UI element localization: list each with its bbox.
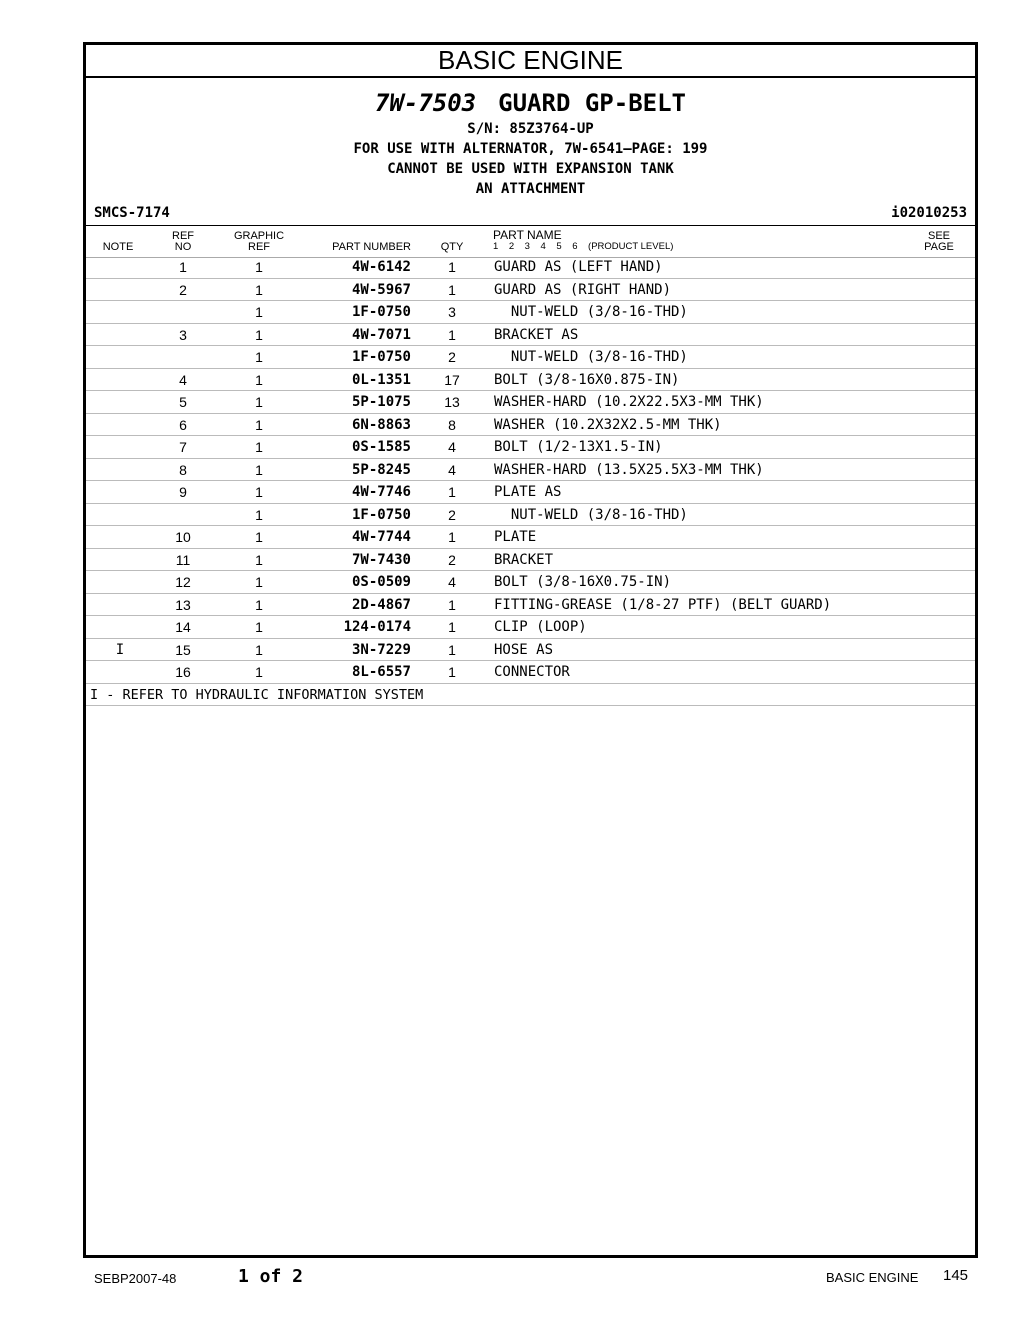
smcs-code: SMCS-7174	[94, 205, 170, 221]
table-row	[86, 481, 975, 504]
row-part-name: WASHER-HARD (10.2X22.5X3-MM THK)	[494, 394, 764, 410]
row-part-number[interactable]: 2D-4867	[351, 596, 411, 613]
row-qty: 1	[448, 619, 456, 635]
row-qty: 4	[448, 461, 456, 478]
table-row	[86, 616, 975, 639]
row-part-number[interactable]: 6N-8863	[351, 416, 411, 433]
table-row	[86, 526, 975, 549]
usage-line: FOR USE WITH ALTERNATOR, 7W-6541—PAGE: 199	[353, 141, 708, 157]
footnote-row	[86, 684, 975, 706]
row-qty: 2	[448, 506, 456, 523]
table-row	[86, 571, 975, 594]
row-graphic-ref: 1	[255, 664, 263, 680]
col-note: NOTE	[102, 241, 134, 253]
row-ref: 11	[175, 551, 191, 568]
row-part-number[interactable]: 5P-1075	[351, 394, 411, 410]
row-graphic-ref: 1	[255, 574, 263, 590]
table-row	[86, 346, 975, 369]
row-qty: 2	[448, 349, 456, 365]
row-qty: 4	[448, 574, 456, 590]
row-graphic-ref: 1	[255, 304, 263, 320]
row-qty: 1	[448, 664, 456, 680]
row-part-name: HOSE AS	[494, 641, 554, 658]
table-row	[86, 594, 975, 617]
row-ref: 7	[179, 439, 187, 455]
sheet-indicator: 1 of 2	[238, 1266, 304, 1287]
row-graphic-ref: 1	[255, 349, 263, 365]
row-graphic-ref: 1	[255, 326, 263, 343]
section-title: BASIC ENGINE	[86, 45, 975, 78]
table-row	[86, 391, 975, 414]
row-part-number[interactable]: 0S-1585	[351, 439, 411, 455]
col-graphic-line2: REF	[248, 241, 270, 253]
row-qty: 1	[448, 529, 456, 545]
row-ref: 2	[179, 281, 187, 298]
row-ref: 4	[179, 371, 187, 388]
illustration-id: i02010253	[891, 205, 967, 221]
row-part-name: WASHER (10.2X32X2.5-MM THK)	[494, 416, 722, 433]
row-part-number[interactable]: 4W-6142	[351, 259, 411, 275]
col-see-line2: PAGE	[924, 241, 954, 253]
table-row	[86, 661, 975, 684]
table-row	[86, 459, 975, 482]
row-part-number[interactable]: 4W-7071	[351, 326, 411, 343]
row-part-number[interactable]: 5P-8245	[351, 461, 411, 478]
row-part-number[interactable]: 1F-0750	[351, 349, 411, 365]
row-graphic-ref: 1	[255, 596, 263, 613]
row-part-name: PLATE AS	[494, 484, 562, 500]
row-graphic-ref: 1	[255, 371, 263, 388]
row-ref: 8	[179, 461, 187, 478]
row-part-name: BOLT (1/2-13X1.5-IN)	[494, 439, 663, 455]
row-ref: 16	[175, 664, 191, 680]
table-row	[86, 279, 975, 302]
row-part-number[interactable]: 4W-5967	[351, 281, 411, 298]
row-part-number[interactable]: 124-0174	[343, 619, 411, 635]
row-part-number[interactable]: 3N-7229	[351, 641, 411, 658]
row-graphic-ref: 1	[255, 416, 263, 433]
table-row	[86, 324, 975, 347]
row-qty: 1	[448, 259, 456, 275]
row-graphic-ref: 1	[255, 641, 263, 658]
row-qty: 1	[448, 641, 456, 658]
col-ref-line1: REF	[172, 230, 194, 242]
restriction-line: CANNOT BE USED WITH EXPANSION TANK	[387, 161, 674, 177]
row-part-name: BRACKET	[494, 551, 554, 568]
group-title	[86, 89, 975, 117]
row-part-number[interactable]: 1F-0750	[351, 506, 411, 523]
row-part-name: PLATE	[494, 529, 537, 545]
row-ref: 9	[179, 484, 187, 500]
row-part-name: CLIP (LOOP)	[494, 619, 587, 635]
col-see-line1: SEE	[927, 230, 950, 242]
row-ref: 13	[175, 596, 191, 613]
row-qty: 2	[448, 551, 456, 568]
row-part-number[interactable]: 4W-7746	[351, 484, 411, 500]
row-ref: 10	[175, 529, 191, 545]
row-graphic-ref: 1	[255, 484, 263, 500]
row-part-number[interactable]: 1F-0750	[351, 304, 411, 320]
row-graphic-ref: 1	[255, 461, 263, 478]
row-ref: 12	[175, 574, 191, 590]
table-row	[86, 504, 975, 527]
row-qty: 13	[444, 394, 460, 410]
row-part-name: NUT-WELD (3/8-16-THD)	[494, 304, 688, 320]
row-part-name: GUARD AS (RIGHT HAND)	[494, 281, 672, 298]
row-ref: 3	[179, 326, 187, 343]
table-row	[86, 414, 975, 437]
row-qty: 17	[444, 371, 460, 388]
row-part-name: FITTING-GREASE (1/8-27 PTF) (BELT GUARD)	[494, 596, 832, 613]
row-graphic-ref: 1	[255, 619, 263, 635]
row-part-number[interactable]: 4W-7744	[351, 529, 411, 545]
footnote-text: I - REFER TO HYDRAULIC INFORMATION SYSTEM	[90, 686, 424, 703]
row-graphic-ref: 1	[255, 394, 263, 410]
row-qty: 8	[448, 416, 456, 433]
col-part-name: PART NAME	[493, 228, 562, 242]
footer-section: BASIC ENGINE	[826, 1270, 919, 1285]
row-ref: 14	[175, 619, 191, 635]
row-part-name: BOLT (3/8-16X0.875-IN)	[494, 371, 680, 388]
row-qty: 1	[448, 281, 456, 298]
row-graphic-ref: 1	[255, 259, 263, 275]
row-qty: 4	[448, 439, 456, 455]
parts-page-frame	[83, 42, 978, 1258]
row-qty: 1	[448, 596, 456, 613]
parts-table	[86, 256, 975, 706]
serial-number-line: S/N: 85Z3764-UP	[467, 121, 594, 137]
row-part-name: BOLT (3/8-16X0.75-IN)	[494, 574, 672, 590]
row-qty: 1	[448, 326, 456, 343]
table-row	[86, 436, 975, 459]
page-number: 145	[943, 1267, 969, 1284]
row-part-number[interactable]: 8L-6557	[351, 664, 411, 680]
col-qty: QTY	[440, 241, 464, 253]
row-part-number[interactable]: 0S-0509	[351, 574, 411, 590]
row-part-name: GUARD AS (LEFT HAND)	[494, 259, 663, 275]
column-headers	[86, 225, 975, 258]
col-ref-line2: NO	[174, 241, 192, 253]
table-row	[86, 301, 975, 324]
row-graphic-ref: 1	[255, 551, 263, 568]
table-row	[86, 369, 975, 392]
row-qty: 3	[448, 304, 456, 320]
row-graphic-ref: 1	[255, 439, 263, 455]
group-part-name: GUARD GP-BELT	[498, 89, 686, 117]
row-graphic-ref: 1	[255, 529, 263, 545]
row-part-name: NUT-WELD (3/8-16-THD)	[494, 506, 688, 523]
group-part-number: 7W-7503	[375, 89, 477, 117]
row-part-number[interactable]: 7W-7430	[351, 551, 411, 568]
row-graphic-ref: 1	[255, 281, 263, 298]
col-part-number: PART NUMBER	[332, 241, 411, 253]
row-part-name: BRACKET AS	[494, 326, 579, 343]
row-part-name: CONNECTOR	[494, 664, 570, 680]
table-row	[86, 549, 975, 572]
row-part-name: WASHER-HARD (13.5X25.5X3-MM THK)	[494, 461, 764, 478]
attachment-line: AN ATTACHMENT	[475, 181, 586, 197]
row-ref: 15	[175, 641, 191, 658]
row-graphic-ref: 1	[255, 506, 263, 523]
row-ref: 5	[179, 394, 187, 410]
document-id: SEBP2007-48	[94, 1271, 177, 1286]
col-product-levels: 1 2 3 4 5 6 (PRODUCT LEVEL)	[493, 241, 674, 252]
row-ref: 1	[179, 259, 187, 275]
row-part-name: NUT-WELD (3/8-16-THD)	[494, 349, 688, 365]
table-row	[86, 256, 975, 279]
row-qty: 1	[448, 484, 456, 500]
col-graphic-line1: GRAPHIC	[233, 230, 285, 242]
row-ref: 6	[179, 416, 187, 433]
row-note: I	[115, 641, 125, 658]
table-row	[86, 639, 975, 662]
row-part-number[interactable]: 0L-1351	[351, 371, 411, 388]
